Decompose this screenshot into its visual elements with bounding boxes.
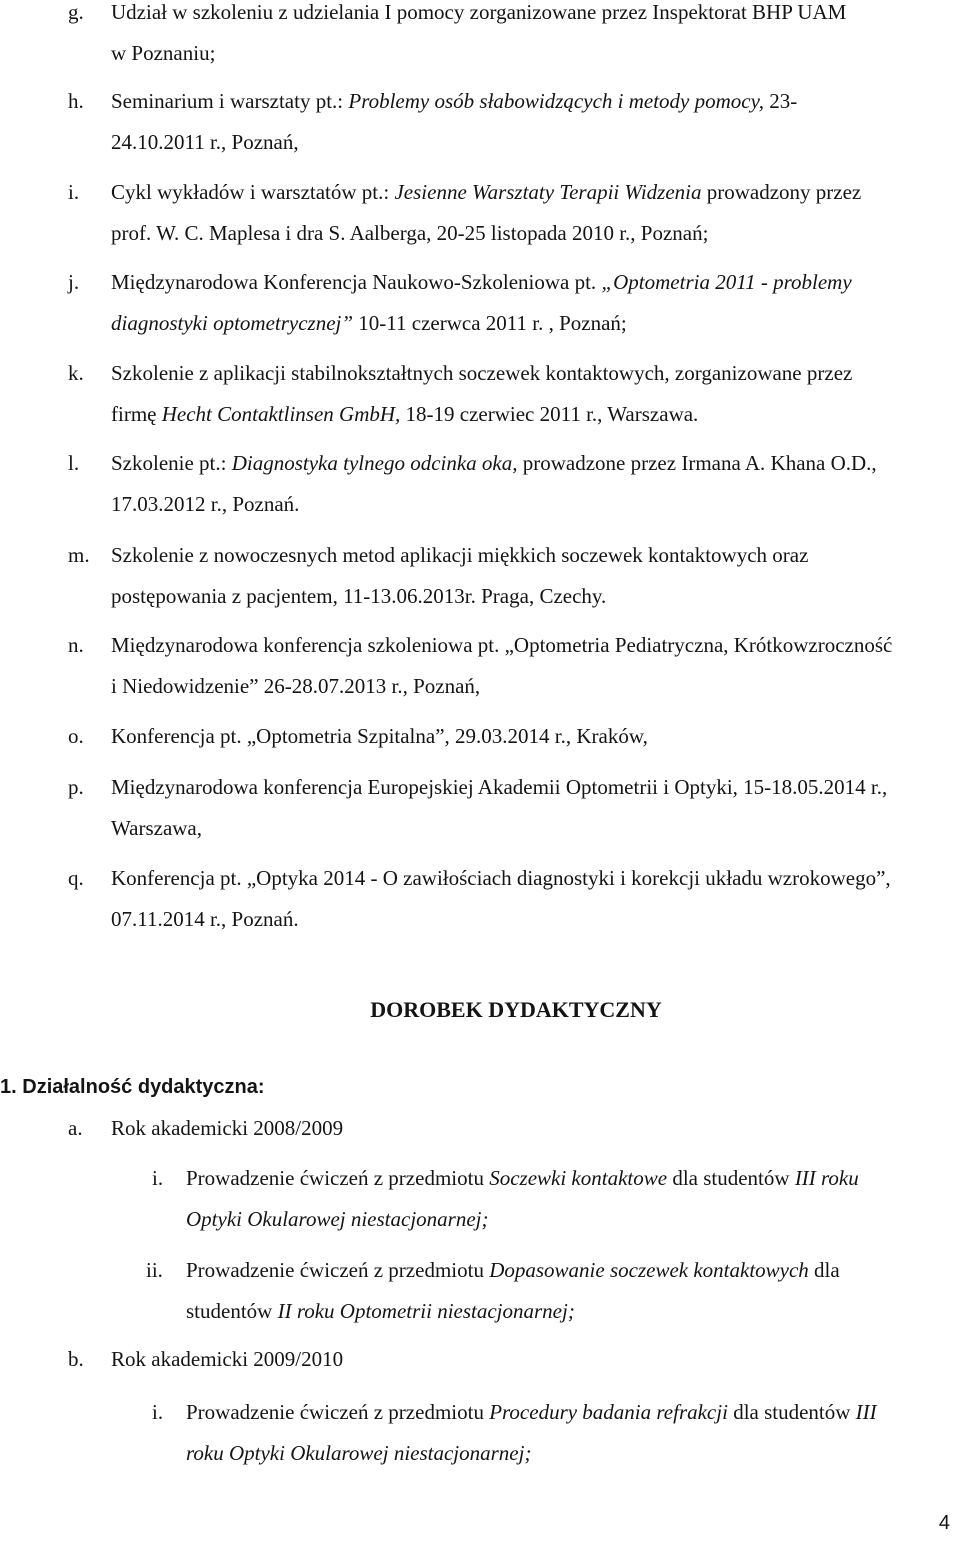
list-marker: p. bbox=[68, 775, 84, 799]
text-segment: Cykl wykładów i warsztatów pt.: bbox=[111, 180, 395, 204]
italic-text: III bbox=[855, 1400, 877, 1424]
text-line bbox=[186, 1299, 575, 1324]
text-segment: Seminarium i warsztaty pt.: bbox=[111, 89, 349, 113]
text-line bbox=[111, 130, 299, 155]
text-segment: Warszawa, bbox=[111, 816, 203, 840]
text-segment: postępowania z pacjentem, 11-13.06.2013r. Praga, Czechy. bbox=[111, 584, 607, 608]
text-segment: w Poznaniu; bbox=[111, 41, 216, 65]
year-title: Rok akademicki 2008/2009 bbox=[111, 1116, 344, 1140]
text-segment: Prowadzenie ćwiczeń z przedmiotu bbox=[186, 1166, 490, 1190]
italic-text: „Optometria 2011 - problemy bbox=[601, 270, 852, 294]
italic-text: II roku Optometrii niestacjonarnej; bbox=[277, 1299, 575, 1323]
text-segment: i Niedowidzenie” 26-28.07.2013 r., Poznań, bbox=[111, 674, 481, 698]
text-segment: firmę bbox=[111, 402, 162, 426]
text-segment: 24.10.2011 r., Poznań, bbox=[111, 130, 299, 154]
text-segment: 17.03.2012 r., Poznań. bbox=[111, 492, 300, 516]
italic-text: Procedury badania refrakcji bbox=[489, 1400, 728, 1424]
text-line bbox=[111, 724, 648, 749]
year-marker: b. bbox=[68, 1347, 84, 1371]
text-line bbox=[111, 221, 708, 246]
text-line bbox=[111, 633, 892, 658]
text-line bbox=[111, 451, 877, 476]
text-line bbox=[111, 866, 891, 891]
text-segment: prowadzone przez Irmana A. Khana O.D., bbox=[517, 451, 877, 475]
list-marker: o. bbox=[68, 724, 84, 748]
text-segment: Międzynarodowa konferencja szkoleniowa pt. „Optometria Pediatryczna, Krótkowzroczność bbox=[111, 633, 893, 657]
italic-text: III roku bbox=[794, 1166, 859, 1190]
text-segment: Konferencja pt. „Optometria Szpitalna”, 29.03.2014 r., Kraków, bbox=[111, 724, 648, 748]
text-line bbox=[111, 41, 215, 66]
list-marker: h. bbox=[68, 89, 84, 113]
entry-marker: i. bbox=[152, 1400, 164, 1424]
italic-text: Dopasowanie soczewek kontaktowych bbox=[489, 1258, 809, 1282]
list-marker: i. bbox=[68, 180, 80, 204]
text-segment: prowadzony przez bbox=[701, 180, 862, 204]
text-line bbox=[111, 543, 808, 568]
text-segment: prof. W. C. Maplesa i dra S. Aalberga, 20-25 listopada 2010 r., Poznań; bbox=[111, 221, 709, 245]
text-line bbox=[111, 584, 606, 609]
text-line bbox=[186, 1207, 489, 1232]
entry-marker: ii. bbox=[146, 1258, 163, 1282]
list-marker: l. bbox=[68, 451, 80, 475]
italic-text: Soczewki kontaktowe bbox=[489, 1166, 668, 1190]
list-marker: m. bbox=[68, 543, 90, 567]
text-line bbox=[111, 492, 299, 517]
text-segment: 23- bbox=[764, 89, 798, 113]
subsection-title: Działalność dydaktyczna: bbox=[22, 1076, 265, 1098]
text-segment: Udział w szkoleniu z udzielania I pomocy zorganizowane przez Inspektorat BHP UAM bbox=[111, 0, 847, 24]
text-segment: 10-11 czerwca 2011 r. , Poznań; bbox=[353, 311, 627, 335]
italic-text: Jesienne Warsztaty Terapii Widzenia bbox=[394, 180, 702, 204]
text-segment: dla studentów bbox=[727, 1400, 856, 1424]
italic-text: Optyki Okularowej niestacjonarnej; bbox=[186, 1207, 489, 1231]
text-line bbox=[111, 311, 627, 336]
text-segment: Szkolenie z aplikacji stabilnokształtnych soczewek kontaktowych, zorganizowane przez bbox=[111, 361, 853, 385]
text-segment: Szkolenie z nowoczesnych metod aplikacji miękkich soczewek kontaktowych oraz bbox=[111, 543, 809, 567]
text-segment: 07.11.2014 r., Poznań. bbox=[111, 907, 299, 931]
list-marker: q. bbox=[68, 866, 84, 890]
text-segment: Międzynarodowa Konferencja Naukowo-Szkoleniowa pt. bbox=[111, 270, 602, 294]
text-line bbox=[186, 1400, 877, 1425]
text-line bbox=[111, 674, 480, 699]
text-line bbox=[111, 907, 299, 932]
text-segment: Prowadzenie ćwiczeń z przedmiotu bbox=[186, 1400, 490, 1424]
text-line bbox=[111, 180, 861, 205]
italic-text: Problemy osób słabowidzących i metody pomocy, bbox=[348, 89, 765, 113]
text-line bbox=[111, 270, 852, 295]
section-title: DOROBEK DYDAKTYCZNY bbox=[370, 997, 662, 1022]
text-line bbox=[111, 816, 202, 841]
italic-text: Diagnostyka tylnego odcinka oka, bbox=[231, 451, 518, 475]
text-segment: 18-19 czerwiec 2011 r., Warszawa. bbox=[400, 402, 699, 426]
text-line bbox=[186, 1258, 840, 1283]
text-line bbox=[111, 361, 852, 386]
text-line bbox=[186, 1166, 859, 1191]
text-line bbox=[111, 89, 797, 114]
list-marker: g. bbox=[68, 0, 84, 24]
text-segment: Szkolenie pt.: bbox=[111, 451, 232, 475]
italic-text: diagnostyki optometrycznej” bbox=[111, 311, 354, 335]
text-segment: Międzynarodowa konferencja Europejskiej Akademii Optometrii i Optyki, 15-18.05.2014 r., bbox=[111, 775, 888, 799]
text-line bbox=[111, 775, 887, 800]
subsection-number: 1. bbox=[0, 1076, 17, 1098]
italic-text: roku Optyki Okularowej niestacjonarnej; bbox=[186, 1441, 532, 1465]
year-title: Rok akademicki 2009/2010 bbox=[111, 1347, 344, 1371]
subsection-heading bbox=[0, 1076, 265, 1099]
text-segment: Konferencja pt. „Optyka 2014 - O zawiłościach diagnostyki i korekcji układu wzrokowego”, bbox=[111, 866, 891, 890]
text-line bbox=[111, 0, 846, 25]
text-segment: studentów bbox=[186, 1299, 278, 1323]
list-marker: k. bbox=[68, 361, 84, 385]
text-line bbox=[186, 1441, 531, 1466]
text-segment: dla studentów bbox=[667, 1166, 795, 1190]
year-marker: a. bbox=[68, 1116, 83, 1140]
text-line bbox=[111, 402, 698, 427]
list-marker: j. bbox=[68, 270, 80, 294]
italic-text: Hecht Contaktlinsen GmbH, bbox=[161, 402, 401, 426]
text-segment: Prowadzenie ćwiczeń z przedmiotu bbox=[186, 1258, 490, 1282]
list-marker: n. bbox=[68, 633, 84, 657]
text-segment: dla bbox=[808, 1258, 840, 1282]
entry-marker: i. bbox=[152, 1166, 164, 1190]
page-number: 4 bbox=[938, 1512, 950, 1534]
